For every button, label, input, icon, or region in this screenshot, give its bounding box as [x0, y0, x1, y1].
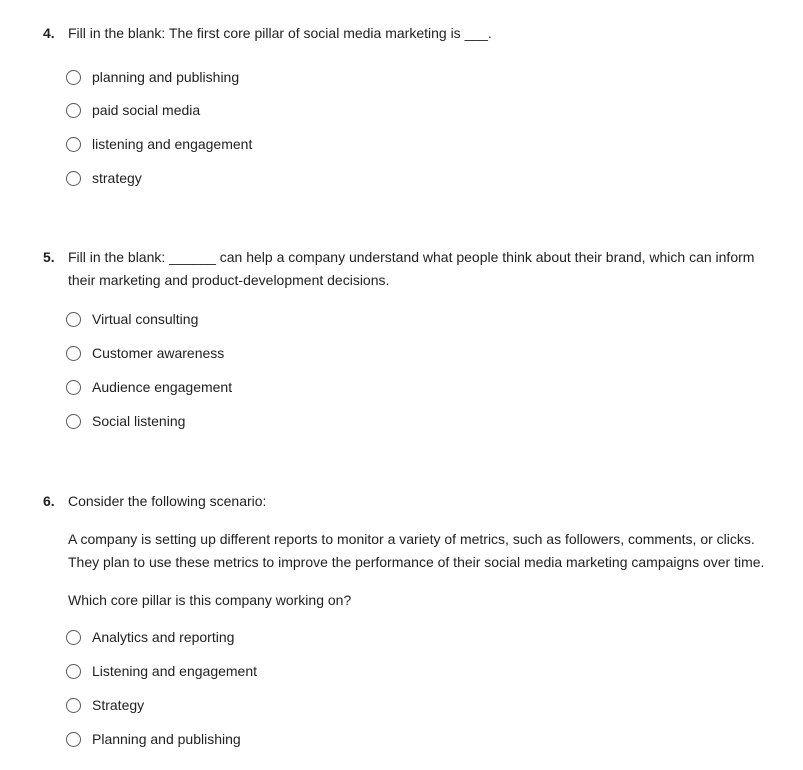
- scenario-text: A company is setting up different reports to monitor a variety of metrics, such as followers, comments, or clicks. They plan to use these metrics to improve the performance of their social media marketing campaigns over time.: [68, 531, 765, 570]
- radio-button[interactable]: [66, 380, 81, 395]
- radio-button[interactable]: [66, 312, 81, 327]
- option-virtual-consulting[interactable]: [66, 308, 198, 330]
- option-analytics-and-reporting[interactable]: [66, 626, 234, 648]
- question-number: 4.: [43, 25, 55, 41]
- option-social-listening[interactable]: [66, 410, 185, 432]
- radio-button[interactable]: [66, 414, 81, 429]
- option-label: Virtual consulting: [92, 311, 199, 327]
- question-text: Consider the following scenario:: [68, 493, 267, 509]
- option-label: Social listening: [92, 413, 186, 429]
- radio-button[interactable]: [66, 346, 81, 361]
- option-planning-and-publishing[interactable]: [66, 728, 241, 750]
- option-label: Customer awareness: [92, 345, 225, 361]
- question-body: [68, 490, 778, 627]
- option-planning-and-publishing[interactable]: [66, 66, 239, 88]
- option-label: Strategy: [92, 697, 145, 713]
- option-label: Audience engagement: [92, 379, 233, 395]
- option-label: listening and engagement: [92, 136, 253, 152]
- radio-button[interactable]: [66, 732, 81, 747]
- option-audience-engagement[interactable]: [66, 376, 232, 398]
- question-prompt: Which core pillar is this company working on?: [68, 592, 352, 608]
- option-paid-social-media[interactable]: [66, 99, 200, 121]
- radio-button[interactable]: [66, 630, 81, 645]
- option-label: paid social media: [92, 102, 201, 118]
- radio-button[interactable]: [66, 171, 81, 186]
- option-strategy[interactable]: [66, 167, 142, 189]
- option-label: planning and publishing: [92, 69, 240, 85]
- option-label: Analytics and reporting: [92, 629, 235, 645]
- question-number: 6.: [43, 493, 55, 509]
- option-listening-and-engagement[interactable]: [66, 660, 257, 682]
- radio-button[interactable]: [66, 103, 81, 118]
- question-text: Fill in the blank: ______ can help a company understand what people think about their brand, which can inform their marketing and product-development decisions.: [68, 249, 755, 288]
- option-label: Listening and engagement: [92, 663, 258, 679]
- question-text: Fill in the blank: The first core pillar of social media marketing is ___.: [68, 25, 492, 41]
- option-label: strategy: [92, 170, 142, 186]
- option-label: Planning and publishing: [92, 731, 241, 747]
- radio-button[interactable]: [66, 698, 81, 713]
- radio-button[interactable]: [66, 70, 81, 85]
- radio-button[interactable]: [66, 137, 81, 152]
- option-listening-and-engagement[interactable]: [66, 133, 252, 155]
- option-strategy[interactable]: [66, 694, 144, 716]
- radio-button[interactable]: [66, 664, 81, 679]
- question-number: 5.: [43, 249, 55, 265]
- option-customer-awareness[interactable]: [66, 342, 224, 364]
